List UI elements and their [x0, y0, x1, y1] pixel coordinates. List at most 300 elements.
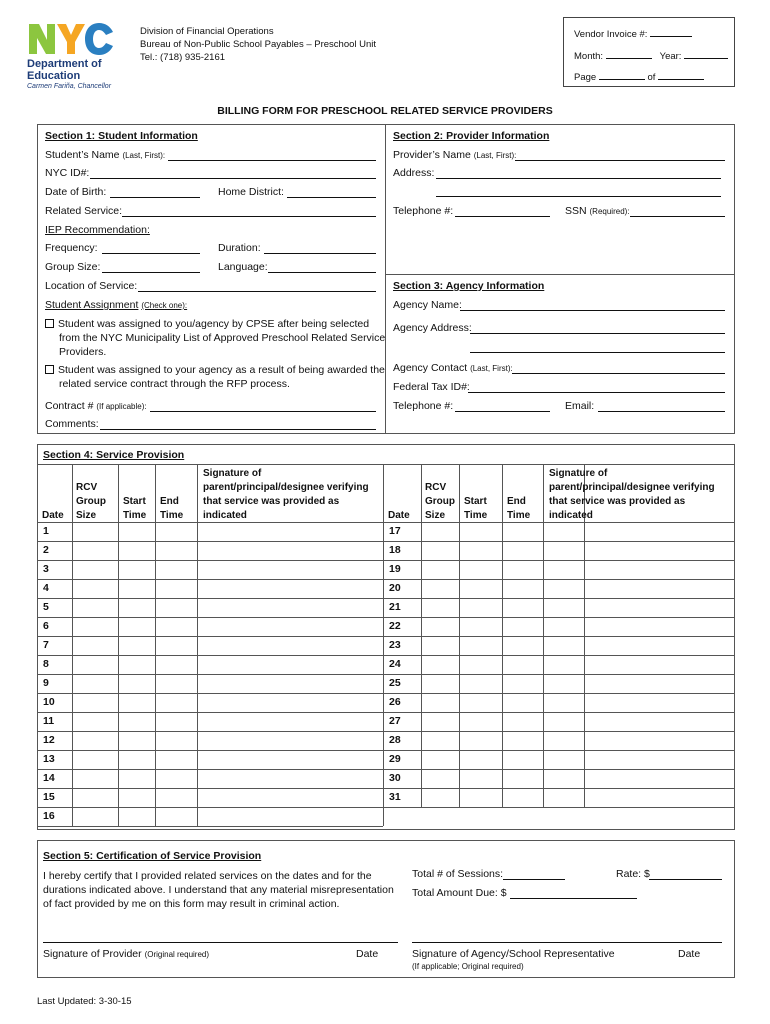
service-cell[interactable]	[584, 693, 735, 712]
day-number: 11	[43, 715, 55, 727]
service-cell[interactable]	[459, 750, 502, 769]
federal-tax-label: Federal Tax ID#:	[393, 381, 470, 393]
location-field[interactable]	[138, 291, 376, 292]
header-start-left: Start	[123, 496, 146, 507]
address-field-1[interactable]	[436, 178, 721, 179]
service-cell[interactable]	[584, 636, 735, 655]
header-rcv-right: Group	[425, 496, 455, 507]
frequency-field[interactable]	[102, 253, 200, 254]
service-cell[interactable]	[502, 598, 543, 617]
service-cell[interactable]	[502, 541, 543, 560]
header-signature-right: Signature of	[549, 468, 608, 479]
service-cell[interactable]	[72, 541, 118, 560]
service-cell[interactable]	[584, 769, 735, 788]
service-cell[interactable]	[543, 560, 584, 579]
service-cell[interactable]	[584, 674, 735, 693]
group-size-field[interactable]	[102, 272, 200, 273]
provider-telephone-field[interactable]	[455, 216, 550, 217]
service-cell[interactable]	[543, 750, 584, 769]
language-label: Language:	[218, 261, 268, 273]
frequency-label: Frequency:	[45, 242, 98, 254]
nyc-id-field[interactable]	[90, 178, 376, 179]
day-number: 13	[43, 753, 55, 765]
header-signature-right: parent/principal/designee verifying	[549, 482, 715, 493]
service-cell[interactable]	[584, 731, 735, 750]
agency-signature-line[interactable]	[412, 942, 722, 943]
service-cell[interactable]	[584, 522, 735, 541]
related-service-label: Related Service:	[45, 205, 123, 217]
vendor-invoice-label: Vendor Invoice #:	[574, 29, 648, 40]
service-cell[interactable]	[197, 522, 383, 541]
language-field[interactable]	[268, 272, 376, 273]
header-signature-right: that service was provided as	[549, 496, 686, 507]
cert-text-3: of fact provided by me on this form may result in criminal action.	[43, 898, 340, 910]
agency-contact-field[interactable]	[512, 373, 725, 374]
agency-telephone-field[interactable]	[455, 411, 550, 412]
header-rcv-right: Size	[425, 510, 446, 521]
student-name-note: (Last, First):	[122, 151, 166, 160]
service-cell[interactable]	[502, 674, 543, 693]
service-cell[interactable]	[543, 674, 584, 693]
day-number: 27	[389, 715, 401, 727]
header-signature-right: indicated	[549, 510, 593, 521]
section2-title: Section 2: Provider Information	[393, 130, 550, 142]
service-cell[interactable]	[502, 560, 543, 579]
service-cell[interactable]	[543, 693, 584, 712]
header-start-right: Time	[464, 510, 488, 521]
header-signature-left: parent/principal/designee verifying	[203, 482, 369, 493]
day-number: 5	[43, 601, 49, 613]
service-cell[interactable]	[502, 693, 543, 712]
last-updated: Last Updated: 3-30-15	[37, 996, 132, 1007]
home-district-field[interactable]	[287, 197, 376, 198]
service-cell[interactable]	[421, 693, 459, 712]
service-cell[interactable]	[72, 674, 118, 693]
logo-line1: Department of	[27, 58, 102, 70]
service-cell[interactable]	[155, 712, 197, 731]
service-cell[interactable]	[421, 731, 459, 750]
option2-text-2: related service contract through the RFP process.	[59, 378, 290, 390]
day-number: 30	[389, 772, 401, 784]
row-line	[383, 807, 735, 808]
ssn-field[interactable]	[630, 216, 725, 217]
service-cell[interactable]	[502, 522, 543, 541]
service-cell[interactable]	[459, 560, 502, 579]
service-cell[interactable]	[197, 693, 383, 712]
ssn-note: (Required):	[589, 207, 630, 216]
sig-agency-label: Signature of Agency/School Representative	[412, 948, 615, 960]
related-service-field[interactable]	[122, 216, 376, 217]
nyc-doe-logo	[27, 22, 127, 94]
day-number: 8	[43, 658, 49, 670]
page-field[interactable]	[599, 70, 645, 80]
option1-text-3: Providers.	[59, 346, 107, 358]
provider-signature-line[interactable]	[43, 942, 398, 943]
agency-address-field-2[interactable]	[470, 352, 725, 353]
service-cell[interactable]	[543, 636, 584, 655]
day-number: 4	[43, 582, 49, 594]
cert-text-2: durations indicated above. I understand that any material misrepresentation	[43, 884, 394, 896]
header-date-left: Date	[42, 510, 64, 521]
service-cell[interactable]	[72, 655, 118, 674]
service-cell[interactable]	[459, 693, 502, 712]
service-cell[interactable]	[118, 693, 155, 712]
service-cell[interactable]	[584, 541, 735, 560]
agency-name-field[interactable]	[460, 310, 725, 311]
home-district-label: Home District:	[218, 186, 284, 198]
day-number: 10	[43, 696, 55, 708]
service-cell[interactable]	[421, 769, 459, 788]
of-field[interactable]	[658, 70, 704, 80]
service-cell[interactable]	[584, 560, 735, 579]
service-cell[interactable]	[584, 750, 735, 769]
service-cell[interactable]	[421, 674, 459, 693]
service-cell[interactable]	[155, 541, 197, 560]
total-amount-label: Total Amount Due: $	[412, 887, 507, 899]
agency-contact-note: (Last, First):	[470, 364, 513, 373]
service-cell[interactable]	[543, 617, 584, 636]
service-cell[interactable]	[155, 693, 197, 712]
header-date-right: Date	[388, 510, 410, 521]
service-cell[interactable]	[118, 617, 155, 636]
service-cell[interactable]	[155, 617, 197, 636]
grid-divider-line	[383, 464, 384, 826]
service-cell[interactable]	[543, 541, 584, 560]
comments-field[interactable]	[100, 429, 376, 430]
service-cell[interactable]	[543, 579, 584, 598]
division-text: Division of Financial Operations	[140, 26, 274, 37]
day-number: 26	[389, 696, 401, 708]
service-cell[interactable]	[72, 807, 118, 826]
service-grid	[37, 444, 735, 830]
header-rcv-left: Size	[76, 510, 97, 521]
service-cell[interactable]	[421, 541, 459, 560]
service-cell[interactable]	[118, 712, 155, 731]
total-amount-field[interactable]	[510, 898, 637, 899]
service-cell[interactable]	[72, 598, 118, 617]
service-cell[interactable]	[459, 674, 502, 693]
bureau-text: Bureau of Non-Public School Payables – Preschool Unit	[140, 39, 377, 50]
service-cell[interactable]	[118, 769, 155, 788]
agency-contact-label: Agency Contact	[393, 362, 468, 374]
service-cell[interactable]	[155, 579, 197, 598]
service-cell[interactable]	[197, 598, 383, 617]
agency-name-label: Agency Name:	[393, 299, 462, 311]
year-label: Year:	[659, 51, 682, 62]
service-cell[interactable]	[459, 579, 502, 598]
day-number: 15	[43, 791, 55, 803]
address-label: Address:	[393, 167, 435, 179]
day-number: 6	[43, 620, 49, 632]
email-label: Email:	[565, 400, 595, 412]
service-cell[interactable]	[421, 598, 459, 617]
service-cell[interactable]	[459, 617, 502, 636]
service-cell[interactable]	[584, 655, 735, 674]
header-end-right: End	[507, 496, 526, 507]
service-cell[interactable]	[72, 750, 118, 769]
service-cell[interactable]	[72, 522, 118, 541]
month-label: Month:	[574, 51, 604, 62]
of-label: of	[647, 72, 656, 83]
service-cell[interactable]	[502, 579, 543, 598]
header-start-left: Time	[123, 510, 147, 521]
dob-field[interactable]	[110, 197, 200, 198]
duration-label: Duration:	[218, 242, 261, 254]
service-cell[interactable]	[421, 522, 459, 541]
service-cell[interactable]	[118, 750, 155, 769]
day-number: 18	[389, 544, 401, 556]
service-cell[interactable]	[421, 712, 459, 731]
agency-address-field-1[interactable]	[470, 333, 725, 334]
service-cell[interactable]	[72, 617, 118, 636]
service-cell[interactable]	[459, 712, 502, 731]
option2-text-1: Student was assigned to your agency as a result of being awarded the	[58, 364, 385, 376]
duration-field[interactable]	[264, 253, 376, 254]
service-cell[interactable]	[155, 807, 197, 826]
provider-name-label: Provider’s Name	[393, 149, 471, 161]
service-cell[interactable]	[421, 579, 459, 598]
service-cell[interactable]	[502, 655, 543, 674]
service-cell[interactable]	[72, 560, 118, 579]
service-cell[interactable]	[502, 712, 543, 731]
header-signature-left: Signature of	[203, 468, 262, 479]
day-number: 14	[43, 772, 55, 784]
service-cell[interactable]	[155, 522, 197, 541]
vendor-invoice-field[interactable]	[650, 27, 692, 37]
service-cell[interactable]	[155, 655, 197, 674]
day-number: 20	[389, 582, 401, 594]
option1-text-1: Student was assigned to you/agency by CPSE after being selected	[58, 318, 370, 330]
service-cell[interactable]	[543, 522, 584, 541]
service-cell[interactable]	[118, 560, 155, 579]
service-cell[interactable]	[502, 617, 543, 636]
nyc-id-label: NYC ID#:	[45, 167, 90, 179]
service-cell[interactable]	[72, 636, 118, 655]
provider-name-field[interactable]	[515, 160, 725, 161]
day-number: 7	[43, 639, 49, 651]
total-sessions-label: Total # of Sessions:	[412, 868, 504, 880]
day-number: 17	[389, 525, 401, 537]
day-number: 21	[389, 601, 401, 613]
service-cell[interactable]	[197, 560, 383, 579]
service-cell[interactable]	[584, 617, 735, 636]
service-cell[interactable]	[197, 655, 383, 674]
day-number: 31	[389, 791, 401, 803]
day-number: 24	[389, 658, 401, 670]
contract-field[interactable]	[150, 411, 376, 412]
service-cell[interactable]	[197, 541, 383, 560]
service-cell[interactable]	[459, 788, 502, 807]
section5-title: Section 5: Certification of Service Provision	[43, 850, 262, 862]
service-cell[interactable]	[502, 636, 543, 655]
day-number: 22	[389, 620, 401, 632]
service-cell[interactable]	[72, 693, 118, 712]
email-field[interactable]	[598, 411, 725, 412]
month-field[interactable]	[606, 49, 652, 59]
service-cell[interactable]	[155, 674, 197, 693]
logo-line3: Carmen Fariña, Chancellor	[27, 83, 112, 90]
total-sessions-field[interactable]	[503, 879, 565, 880]
year-field[interactable]	[684, 49, 728, 59]
service-cell[interactable]	[118, 522, 155, 541]
student-name-label: Student’s Name	[45, 149, 120, 161]
service-cell[interactable]	[543, 655, 584, 674]
location-label: Location of Service:	[45, 280, 138, 292]
group-size-label: Group Size:	[45, 261, 101, 273]
header-rcv-left: RCV	[76, 482, 98, 493]
service-cell[interactable]	[118, 636, 155, 655]
service-cell[interactable]	[197, 731, 383, 750]
service-cell[interactable]	[459, 522, 502, 541]
service-cell[interactable]	[155, 598, 197, 617]
day-number: 23	[389, 639, 401, 651]
iep-label: IEP Recommendation:	[45, 224, 150, 236]
page-label: Page	[574, 72, 597, 83]
assignment-label: Student Assignment	[45, 299, 139, 311]
nyc-logo-icon	[27, 22, 115, 56]
service-cell[interactable]	[118, 541, 155, 560]
cert-text-1: I hereby certify that I provided related services on the dates and for the	[43, 870, 372, 882]
service-cell[interactable]	[421, 560, 459, 579]
service-cell[interactable]	[72, 731, 118, 750]
day-number: 16	[43, 810, 55, 822]
service-cell[interactable]	[543, 769, 584, 788]
day-number: 1	[43, 525, 49, 537]
service-cell[interactable]	[197, 788, 383, 807]
day-number: 29	[389, 753, 401, 765]
header-end-right: Time	[507, 510, 531, 521]
service-cell[interactable]	[459, 541, 502, 560]
service-cell[interactable]	[459, 636, 502, 655]
header-signature-left: that service was provided as	[203, 496, 340, 507]
service-cell[interactable]	[197, 750, 383, 769]
service-cell[interactable]	[72, 579, 118, 598]
ssn-label: SSN	[565, 205, 587, 217]
agency-telephone-label: Telephone #:	[393, 400, 454, 412]
provider-date-label: Date	[356, 948, 379, 960]
sig-agency-note: (If applicable; Original required)	[412, 962, 524, 971]
section4-title: Section 4: Service Provision	[43, 449, 185, 461]
header-start-right: Start	[464, 496, 487, 507]
service-cell[interactable]	[72, 712, 118, 731]
contract-label: Contract #	[45, 400, 94, 412]
option1-checkbox[interactable]	[45, 319, 54, 328]
service-cell[interactable]	[421, 788, 459, 807]
service-cell[interactable]	[502, 769, 543, 788]
header-end-left: Time	[160, 510, 184, 521]
comments-label: Comments:	[45, 418, 99, 430]
service-cell[interactable]	[543, 598, 584, 617]
day-number: 3	[43, 563, 49, 575]
service-cell[interactable]	[155, 560, 197, 579]
service-cell[interactable]	[584, 579, 735, 598]
agency-date-label: Date	[678, 948, 701, 960]
service-cell[interactable]	[118, 788, 155, 807]
assignment-note: (Check one):	[141, 301, 188, 310]
service-cell[interactable]	[421, 750, 459, 769]
service-cell[interactable]	[118, 655, 155, 674]
service-cell[interactable]	[502, 788, 543, 807]
option1-text-2: from the NYC Municipality List of Approved Preschool Related Service	[59, 332, 386, 344]
service-cell[interactable]	[543, 788, 584, 807]
service-cell[interactable]	[118, 807, 155, 826]
form-title: BILLING FORM FOR PRESCHOOL RELATED SERVICE PROVIDERS	[217, 105, 553, 117]
dob-label: Date of Birth:	[45, 186, 107, 198]
service-cell[interactable]	[155, 750, 197, 769]
service-cell[interactable]	[584, 712, 735, 731]
header-rcv-right: RCV	[425, 482, 447, 493]
day-number: 25	[389, 677, 401, 689]
service-cell[interactable]	[197, 674, 383, 693]
service-cell[interactable]	[584, 788, 735, 807]
service-cell[interactable]	[118, 579, 155, 598]
day-number: 9	[43, 677, 49, 689]
service-cell[interactable]	[584, 598, 735, 617]
service-cell[interactable]	[155, 636, 197, 655]
service-cell[interactable]	[421, 636, 459, 655]
rate-field[interactable]	[649, 879, 722, 880]
service-cell[interactable]	[155, 731, 197, 750]
day-number: 28	[389, 734, 401, 746]
address-field-2[interactable]	[436, 196, 721, 197]
service-cell[interactable]	[72, 788, 118, 807]
service-cell[interactable]	[459, 655, 502, 674]
federal-tax-field[interactable]	[468, 392, 725, 393]
provider-telephone-label: Telephone #:	[393, 205, 454, 217]
day-number: 19	[389, 563, 401, 575]
service-cell[interactable]	[118, 731, 155, 750]
day-number: 12	[43, 734, 55, 746]
service-cell[interactable]	[421, 617, 459, 636]
logo-line2: Education	[27, 70, 81, 82]
sig-provider-label: Signature of Provider	[43, 948, 142, 960]
grid-top-line	[37, 464, 735, 465]
service-cell[interactable]	[197, 807, 383, 826]
section1-title: Section 1: Student Information	[45, 130, 198, 142]
service-cell[interactable]	[502, 750, 543, 769]
service-cell[interactable]	[72, 769, 118, 788]
service-cell[interactable]	[543, 712, 584, 731]
service-cell[interactable]	[459, 598, 502, 617]
service-cell[interactable]	[197, 579, 383, 598]
agency-address-label: Agency Address:	[393, 322, 472, 334]
service-cell[interactable]	[197, 769, 383, 788]
service-cell[interactable]	[118, 674, 155, 693]
service-cell[interactable]	[197, 636, 383, 655]
day-number: 2	[43, 544, 49, 556]
option2-checkbox[interactable]	[45, 365, 54, 374]
rate-label: Rate: $	[616, 868, 650, 880]
header-signature-left: indicated	[203, 510, 247, 521]
service-cell[interactable]	[197, 617, 383, 636]
section3-title: Section 3: Agency Information	[393, 280, 545, 292]
contract-note: (If applicable):	[96, 402, 147, 411]
row-line	[37, 826, 383, 827]
service-cell[interactable]	[502, 731, 543, 750]
student-name-field[interactable]	[168, 160, 376, 161]
invoice-box	[563, 17, 735, 87]
service-cell[interactable]	[197, 712, 383, 731]
sig-provider-note: (Original required)	[144, 950, 210, 959]
service-cell[interactable]	[118, 598, 155, 617]
service-cell[interactable]	[459, 769, 502, 788]
service-cell[interactable]	[155, 788, 197, 807]
service-cell[interactable]	[155, 769, 197, 788]
service-cell[interactable]	[543, 731, 584, 750]
service-cell[interactable]	[421, 655, 459, 674]
header-end-left: End	[160, 496, 179, 507]
service-cell[interactable]	[459, 731, 502, 750]
